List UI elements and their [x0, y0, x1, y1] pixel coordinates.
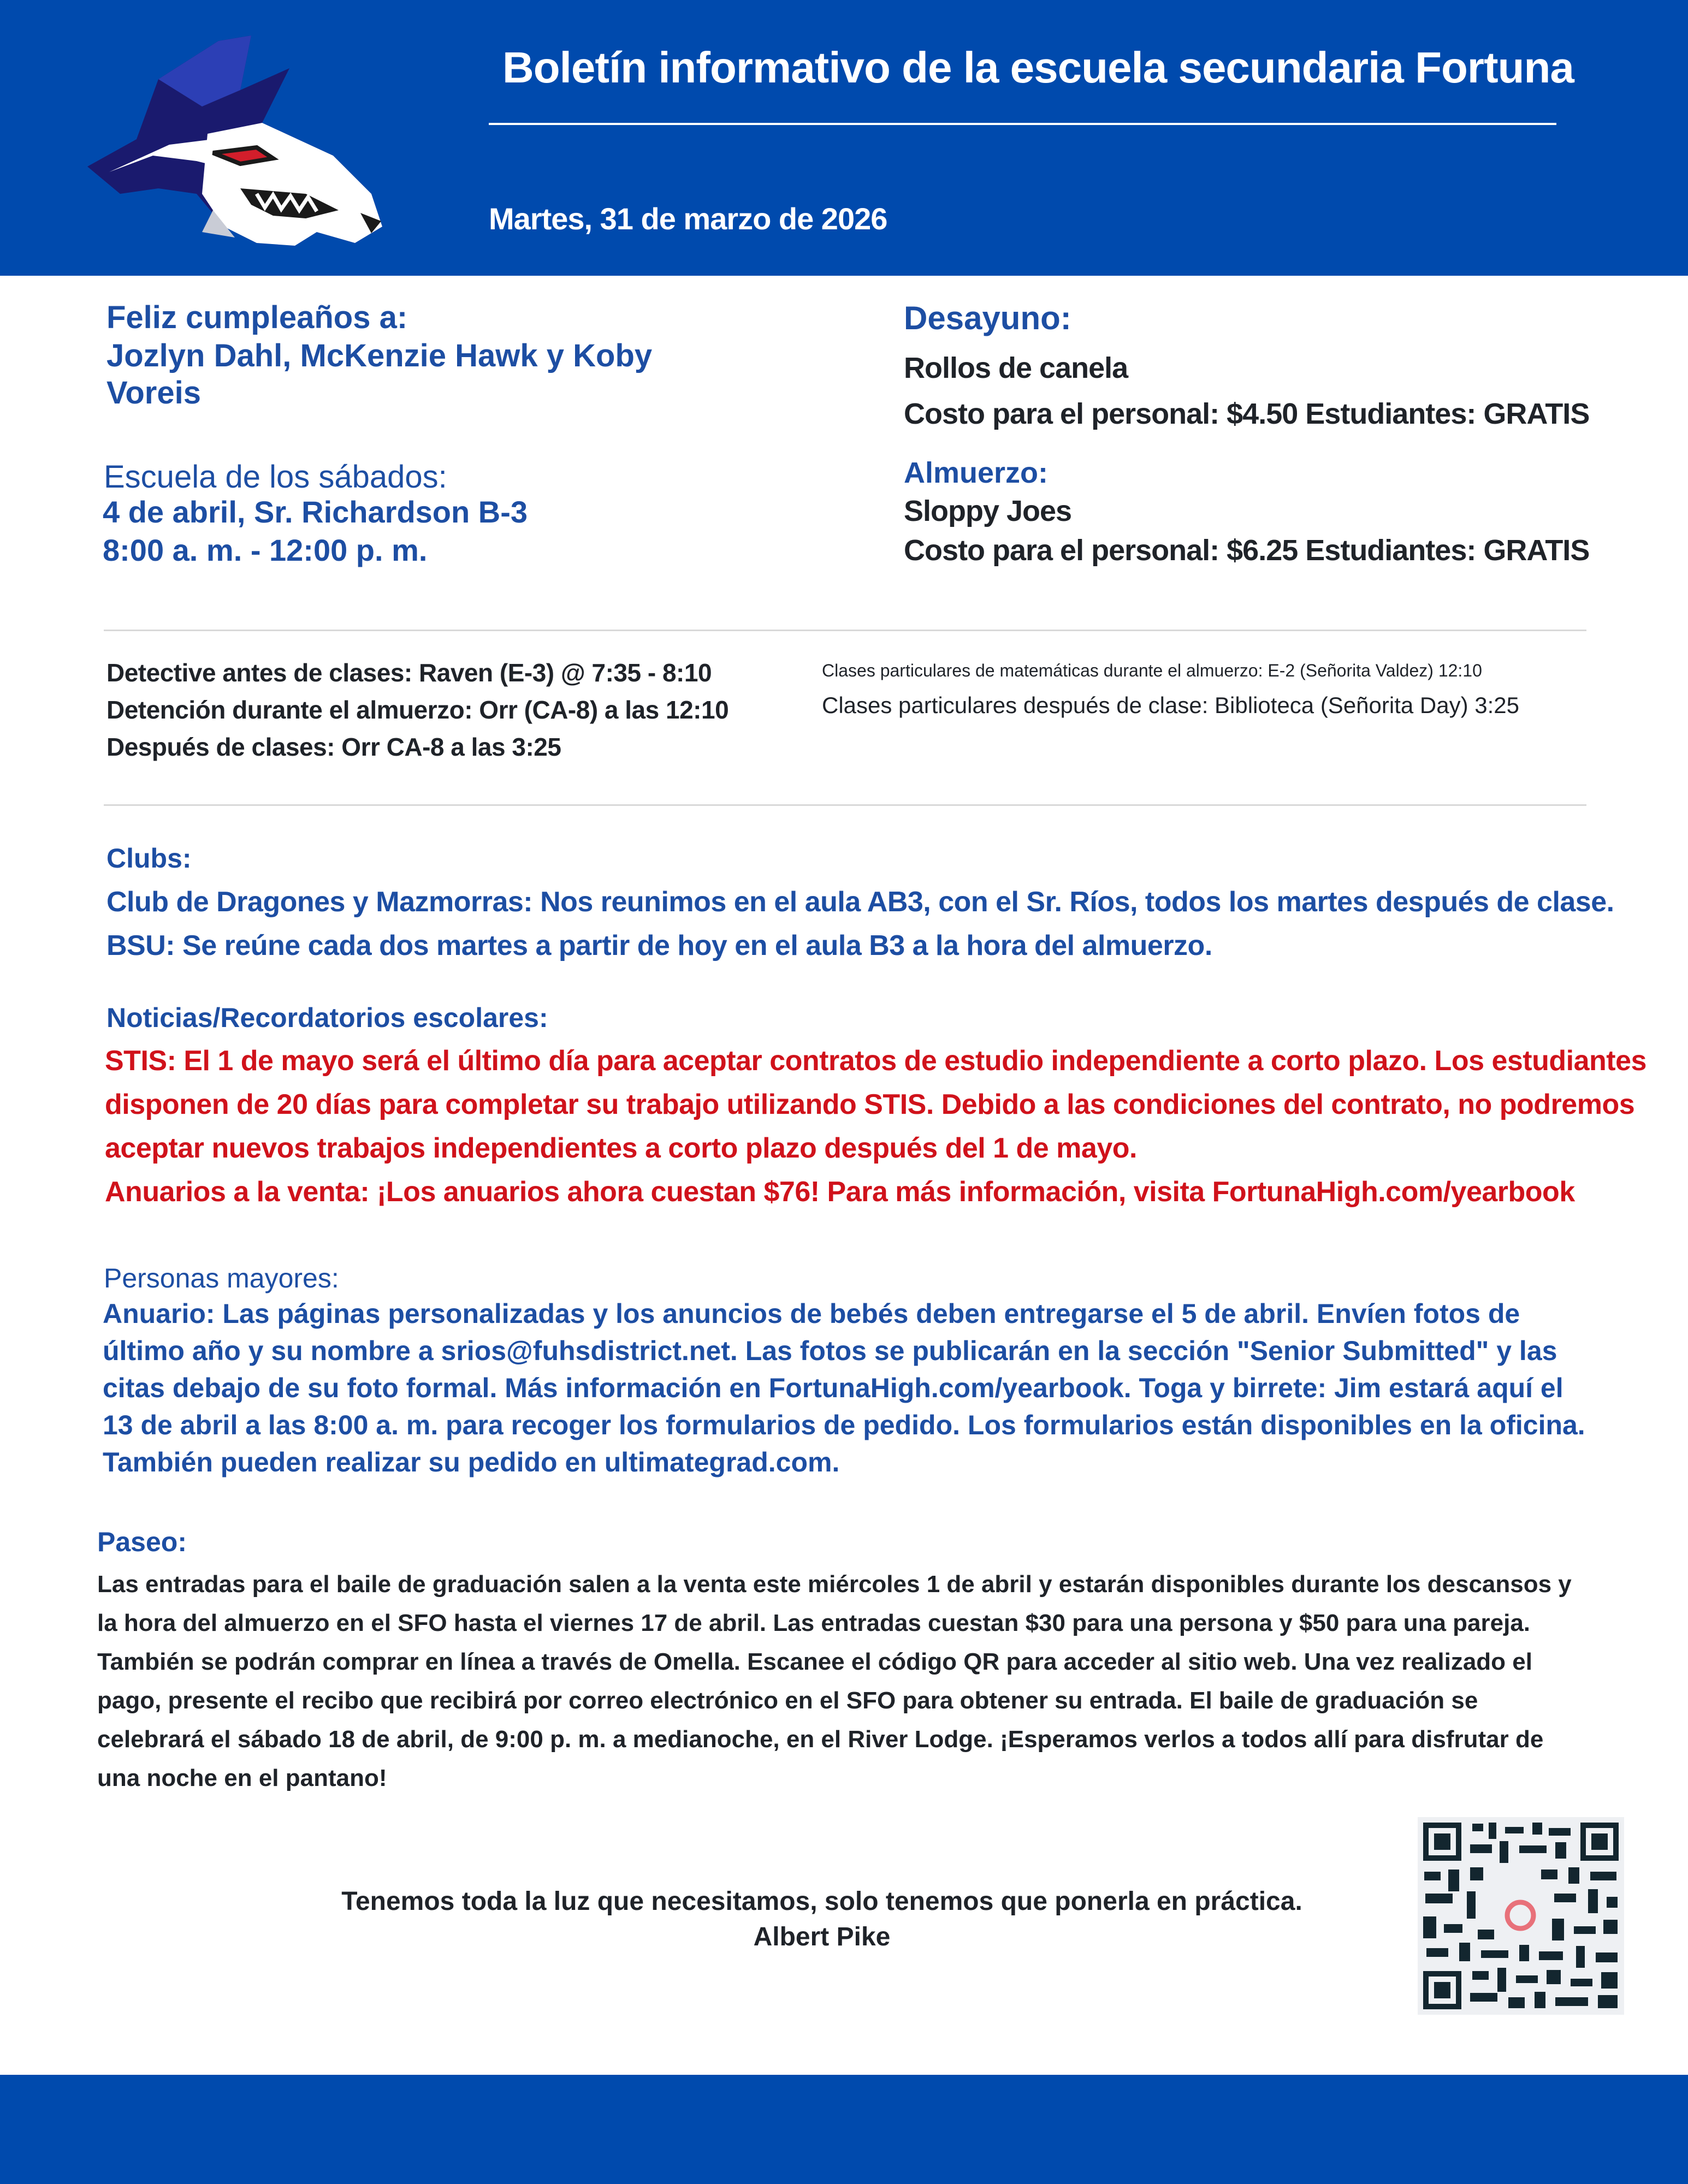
stis-notice-line: STIS: El 1 de mayo será el último día para aceptar contratos de estudio independiente a corto plazo. Los estudiantes [105, 1045, 1646, 1077]
wolf-mascot-icon [76, 30, 393, 259]
saturday-school-time: 8:00 a. m. - 12:00 p. m. [103, 533, 428, 567]
qr-code-icon[interactable] [1418, 1817, 1624, 2015]
stis-notice-line: disponen de 20 días para completar su trabajo utilizando STIS. Debido a las condiciones del contrato, no podremos [105, 1089, 1635, 1120]
tutoring-after-class: Clases particulares después de clase: Biblioteca (Señorita Day) 3:25 [822, 692, 1520, 718]
club-item: Club de Dragones y Mazmorras: Nos reunimos en el aula AB3, con el Sr. Ríos, todos los martes después de clase. [106, 886, 1614, 918]
quote-author: Albert Pike [753, 1922, 891, 1951]
club-item: BSU: Se reúne cada dos martes a partir de hoy en el aula B3 a la hora del almuerzo. [106, 930, 1212, 962]
detention-after-class: Después de clases: Orr CA-8 a las 3:25 [106, 733, 561, 761]
news-heading: Noticias/Recordatorios escolares: [106, 1002, 548, 1033]
quote-text: Tenemos toda la luz que necesitamos, solo tenemos que ponerla en práctica. [341, 1887, 1302, 1916]
stis-notice-line: aceptar nuevos trabajos independientes a corto plazo después del 1 de mayo. [105, 1132, 1137, 1164]
yearbook-sale-notice: Anuarios a la venta: ¡Los anuarios ahora cuestan $76! Para más información, visita FortunaHigh.com/yearbook [105, 1176, 1575, 1208]
footer-banner [0, 2075, 1688, 2184]
saturday-school-heading: Escuela de los sábados: [104, 459, 447, 495]
lunch-heading: Almuerzo: [904, 456, 1049, 489]
saturday-school-date: 4 de abril, Sr. Richardson B-3 [103, 495, 528, 529]
divider [104, 804, 1586, 806]
breakfast-heading: Desayuno: [904, 300, 1071, 336]
outing-heading: Paseo: [97, 1527, 187, 1557]
breakfast-item: Rollos de canela [904, 352, 1128, 384]
seniors-heading: Personas mayores: [104, 1263, 339, 1293]
clubs-heading: Clubs: [106, 843, 192, 874]
detention-lunch: Detención durante el almuerzo: Orr (CA-8) a las 12:10 [106, 696, 729, 724]
divider [104, 630, 1586, 631]
birthday-names: Jozlyn Dahl, McKenzie Hawk y Koby Voreis [106, 338, 653, 411]
title-divider [489, 123, 1556, 125]
newsletter-date: Martes, 31 de marzo de 2026 [489, 201, 887, 236]
breakfast-cost: Costo para el personal: $4.50 Estudiantes: GRATIS [904, 397, 1590, 430]
detention-before-class: Detective antes de clases: Raven (E-3) @ 7:35 - 8:10 [106, 658, 712, 687]
lunch-item: Sloppy Joes [904, 495, 1072, 527]
seniors-body: Anuario: Las páginas personalizadas y los anuncios de bebés deben entregarse el 5 de abril. Envíen fotos de último año y su nombre a srios@fuhsdistrict.net. Las fotos se publicarán en la sección "Senior Submitted" y las citas debajo de su foto formal. Más información en FortunaHigh.com/yearbook. Toga y birrete: Jim estará aquí el 13 de abril a las 8:00 a. m. para recoger los formularios de pedido. Los formularios están disponibles en la oficina. También pueden realizar su pedido en ultimategrad.com. [103, 1298, 1585, 1477]
outing-body: Las entradas para el baile de graduación salen a la venta este miércoles 1 de abril y estarán disponibles durante los descansos y la hora del almuerzo en el SFO hasta el viernes 17 de abril. Las entradas cuestan $30 para una persona y $50 para una pareja. También se podrán comprar en línea a través de Omella. Escanee el código QR para acceder al sitio web. Una vez realizado el pago, presente el recibo que recibirá por correo electrónico en el SFO para obtener su entrada. El baile de graduación se celebrará el sábado 18 de abril, de 9:00 p. m. a medianoche, en el River Lodge. ¡Esperamos verlos a todos allí para disfrutar de una noche en el pantano! [97, 1571, 1572, 1791]
birthday-heading: Feliz cumpleaños a: [106, 300, 408, 335]
tutoring-lunch: Clases particulares de matemáticas durante el almuerzo: E-2 (Señorita Valdez) 12:10 [822, 661, 1482, 680]
lunch-cost: Costo para el personal: $6.25 Estudiantes: GRATIS [904, 534, 1590, 567]
newsletter-title: Boletín informativo de la escuela secundaria Fortuna [502, 43, 1574, 92]
